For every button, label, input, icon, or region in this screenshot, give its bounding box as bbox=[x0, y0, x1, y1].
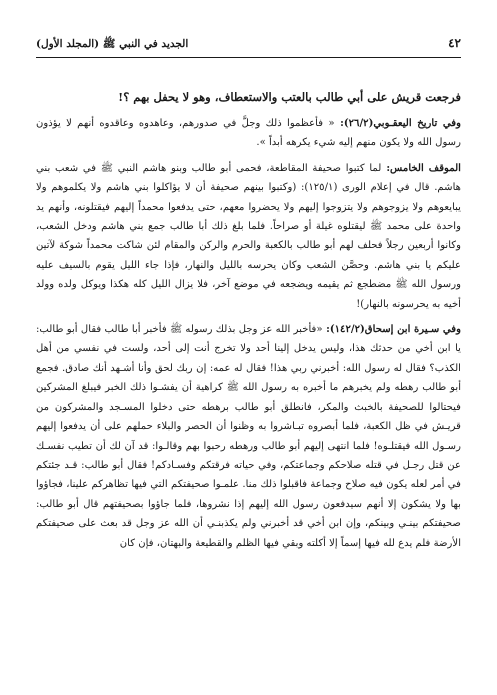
running-header bbox=[36, 36, 461, 58]
page-number: ٤٢ bbox=[448, 36, 461, 50]
paragraph-lead: وفي سـيرة ابن إسحاق(١٤٢/٢): bbox=[322, 324, 461, 336]
section-heading: فرجعت قريش على أبي طالب بالعتب والاستعطاف، وهو لا يحفل بهم ؟! bbox=[118, 90, 461, 104]
page-body bbox=[36, 90, 461, 559]
paragraph-ibn-ishaq bbox=[36, 320, 461, 553]
paragraph-fifth-position bbox=[36, 159, 461, 314]
paragraph-lead: الموقف الخامس: bbox=[381, 162, 461, 174]
paragraph-yaqubi bbox=[36, 114, 461, 153]
book-title: الجديد في النبي ﷺ (المجلد الأول) bbox=[36, 38, 189, 50]
paragraph-text: «فأخبر الله عز وجل بذلك رسوله ﷺ فأخبر أبا طالب فقال أبو طالب: يا ابن أخي من حدثك هذا، وليس يدخل إلينا أحد ولا تخرج أنت إلى أحد، ولست في نفسي من أهل الكذب؟ فقال له رسول الله: أخبرني ربي هذا! فقال له عمه: إن ربك لحق وأنا أشـهد أنك صادق. فجمع أبو طالب رهطه ولم يخبرهم ما أخبره به رسول الله ﷺ كراهية أن يفشـوا ذلك الخبر فيبلغ المشركين فيحتالوا للصحيفة بالخبث والمكر، فانطلق أبو طالب برهطه حتى دخلوا المسـجد والمشركون من قريـش في ظل الكعبة، فلما أبصروه تبـاشروا به وظنوا أن الحصر والبلاء حملهم على أن يدفعوا إليهم رسـول الله فيقتلـوه! فلما انتهى إليهم أبو طالب ورهطه رحبوا بهم وقالـوا: قد آن لك أن تطيب نفسـك عن قتل رجـل في قتله صلاحكم وجماعتكم، وفي حياته فرقتكم وفسـادكم! فقال أبو طالب: قـد جئتكم في أمر لعله يكون فيه صلاح وجماعة فاقبلوا ذلك منا. علمـوا صحيفتكم التي فيها تظاهركم علينا، فجاؤوا بها ولا يشكون إلا أنهم سيدفعون رسول الله إليهم إذا نشروها، فلما جاؤوا بصحيفتهم قال أبو طالب: صحيفتكم بينـي وبينكم، وإن ابن أخي قد أخبرني ولم يكذبنـي أن الله عز وجل قد بعث على صحيفتكم الأرضة فلم يدع لله فيها إسماً إلا أكلته وبقي فيها الظلم والقطيعة والبهتان، فإن كان bbox=[36, 324, 461, 549]
paragraph-text: « فأعظموا ذلك وجلَّ في صدورهم، وعاهدوه وعاقدوه أنهم لا يؤذون رسول الله ولا يكون منهم إليه شيء يكرهه أبداً ». bbox=[36, 118, 461, 149]
paragraph-lead: وفي تاريخ اليعقـوبي(٢٦/٢): bbox=[334, 118, 462, 129]
paragraph-text: لما كتبوا صحيفة المقاطعة، فحمى أبو طالب وبنو هاشم النبي ﷺ في شعب بني هاشم. قال في إعلام الورى (١٢٥/١): (وكتبوا بينهم صحيفة أن لا يؤاكلوا بني هاشم ولا يكلموهم ولا يبايعوهم ولا يزوجوهم ولا يتزوجوا إليهم ولا يحضروا معهم، حتى يدفعوا محمداً إليهم فيقتلونه، وأنهم يد واحدة على محمد ﷺ ليقتلوه غيلة أو صراحاً. فلما بلغ ذلك أبا طالب جمع بني هاشم ودخل الشعب، وكانوا أربعين رجلاً فحلف لهم أبو طالب بالكعبة والحرم والركن والمقام لئن شاكت محمداً شوكة لآتين عليكم يا بني هاشم. وحصَّن الشعب وكان يحرسه بالليل والنهار، فإذا جاء الليل يقوم بالسيف عليه ورسول الله ﷺ مضطجع ثم يقيمه ويضجعه في موضع آخر، فلا يزال الليل كله هكذا ويوكل ولده وولد أخيه به يحرسونه بالنهار)! bbox=[36, 162, 461, 310]
